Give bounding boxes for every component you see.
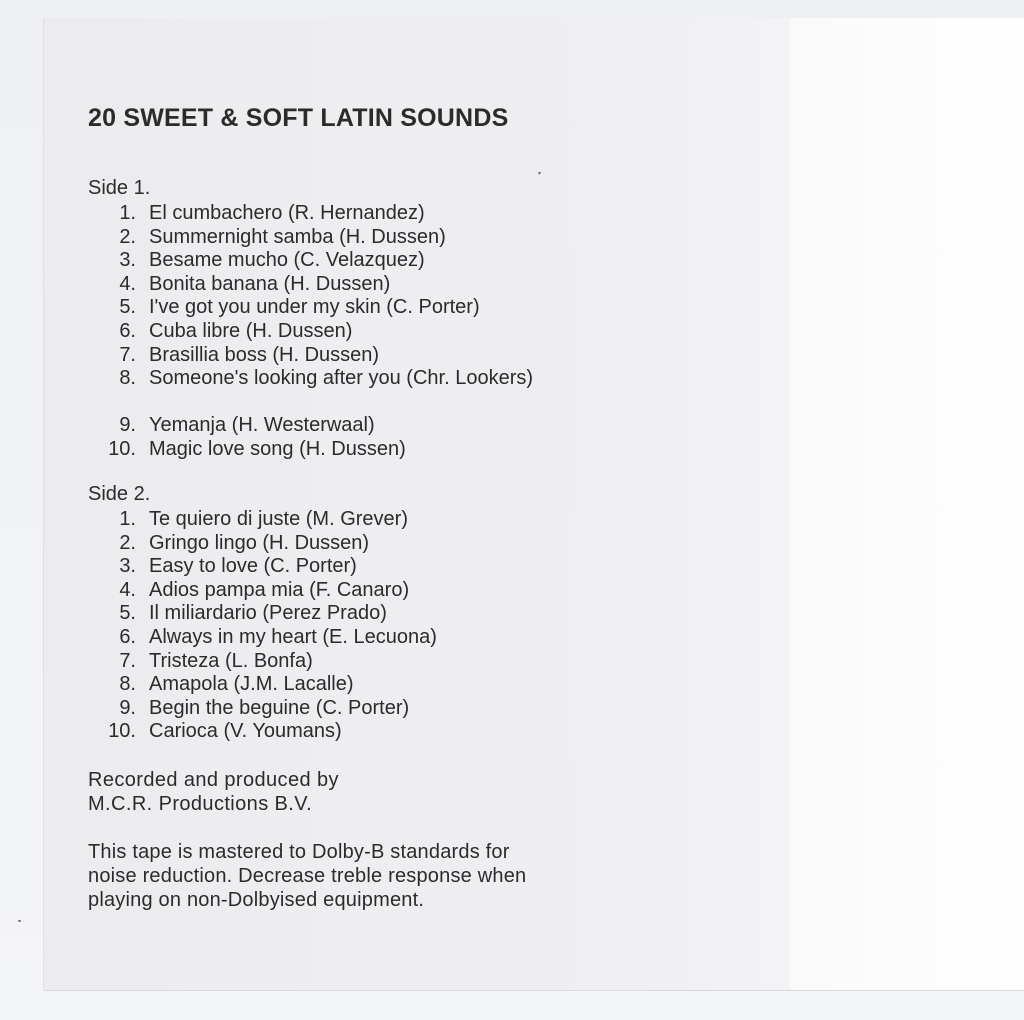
track-number: 4.: [119, 578, 136, 601]
production-credits: [88, 768, 339, 816]
track-title: Amapola (J.M. Lacalle): [149, 673, 354, 696]
track-title: Te quiero di juste (M. Grever): [149, 508, 408, 530]
track-title: Adios pampa mia (F. Canaro): [149, 578, 410, 601]
track-number: 3.: [119, 249, 136, 272]
note-line: noise reduction. Decrease treble response when: [88, 865, 527, 887]
track-title: Yemanja (H. Westerwaal): [149, 414, 375, 437]
track-number: 7.: [119, 649, 136, 672]
track-number: 6.: [119, 625, 136, 648]
track-number: 9.: [119, 414, 136, 437]
track-number: 4.: [119, 272, 136, 295]
track-title: Carioca (V. Youmans): [149, 720, 342, 743]
dolby-note: [88, 840, 526, 912]
dust-speck: [18, 920, 21, 922]
credits-line: Recorded and produced by: [88, 769, 339, 791]
track-title: El cumbachero (R. Hernandez): [149, 202, 425, 224]
track-number: 2.: [119, 531, 136, 554]
track-title: Always in my heart (E. Lecuona): [149, 625, 437, 648]
track-title: Bonita banana (H. Dussen): [149, 272, 391, 295]
side-2-label: Side 2.: [88, 483, 151, 505]
album-title: 20 SWEET & SOFT LATIN SOUNDS: [88, 104, 509, 132]
track-number: 8.: [119, 673, 136, 696]
track-title: Tristeza (L. Bonfa): [149, 649, 313, 672]
track-title: Brasillia boss (H. Dussen): [149, 343, 380, 366]
track-number: 5.: [119, 602, 136, 625]
track-number: 1.: [119, 508, 136, 530]
track-title: I've got you under my skin (C. Porter): [149, 296, 480, 319]
track-title: Besame mucho (C. Velazquez): [149, 249, 425, 272]
track-number: 1.: [119, 202, 136, 224]
note-line: playing on non-Dolbyised equipment.: [88, 889, 425, 911]
track-title: Summernight samba (H. Dussen): [149, 225, 446, 248]
credits-line: M.C.R. Productions B.V.: [88, 793, 313, 815]
track-title: Cuba libre (H. Dussen): [149, 319, 353, 342]
track-title: Il miliardario (Perez Prado): [149, 602, 387, 625]
note-line: This tape is mastered to Dolby-B standards for: [88, 841, 510, 863]
track-number: 2.: [119, 225, 136, 248]
track-title: Gringo lingo (H. Dussen): [149, 531, 370, 554]
track-number: 5.: [119, 296, 136, 319]
track-number: 10.: [108, 437, 136, 460]
track-number: 3.: [119, 555, 136, 578]
side-1-label: Side 1.: [88, 177, 151, 199]
track-number: 10.: [108, 720, 136, 743]
track-title: Magic love song (H. Dussen): [149, 437, 406, 460]
track-number: 9.: [119, 696, 136, 719]
inlay-fold-panel: [790, 18, 1024, 990]
track-title: Begin the beguine (C. Porter): [149, 696, 410, 719]
track-title: Easy to love (C. Porter): [149, 555, 357, 578]
track-number: 6.: [119, 319, 136, 342]
track-number: 8.: [119, 367, 136, 390]
track-number: 7.: [119, 343, 136, 366]
track-title: Someone's looking after you (Chr. Lookers): [149, 367, 534, 390]
